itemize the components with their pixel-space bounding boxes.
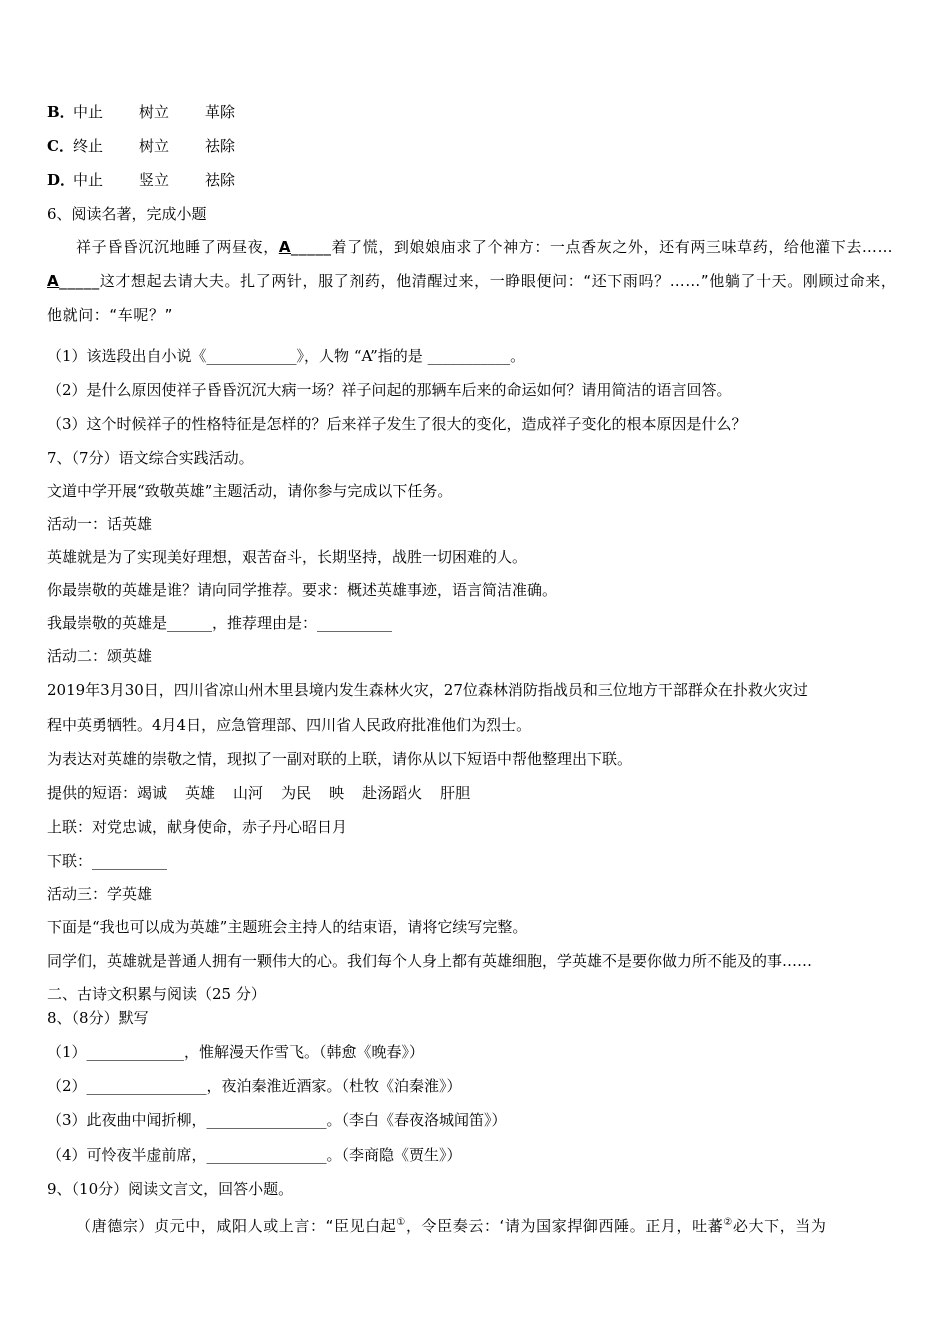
- option-b: B．中止 树立 革除: [47, 103, 236, 121]
- q7-act1-fill: 我最崇敬的英雄是______，推荐理由是：__________: [47, 614, 393, 632]
- q7-act2-news-2: 程中英勇牺牲。4月4日，应急管理部、四川省人民政府批准他们为烈士。: [47, 716, 532, 734]
- q7-act2-news-1: 2019年3月30日，四川省凉山州木里县境内发生森林火灾，27位森林消防指战员和三位地方干部群众在扑救火灾过: [47, 681, 808, 699]
- q6-passage: 祥子昏昏沉沉地睡了两昼夜，A_____着了慌，到娘娘庙求了个神方：一点香灰之外，还有两三味草药，给他灌下去……A_____这才想起去请大夫。扎了两针，服了剂药，他清醒过来，一睁眼便问：“还下雨吗？……”他躺了十天。刚顾过命来，他就问：“车呢？”: [47, 238, 897, 324]
- q7-title: 7、（7分）语文综合实践活动。: [47, 449, 254, 467]
- section2-title: 二、古诗文积累与阅读（25 分）: [47, 985, 266, 1003]
- q7-act1-title: 活动一：话英雄: [47, 515, 153, 533]
- answer-blank[interactable]: __________: [317, 614, 393, 632]
- q7-act1-def: 英雄就是为了实现美好理想，艰苦奋斗，长期坚持，战胜一切困难的人。: [47, 548, 528, 566]
- answer-blank[interactable]: __________: [92, 852, 168, 870]
- q7-act3-task: 下面是“我也可以成为英雄”主题班会主持人的结束语，请将它续写完整。: [47, 918, 528, 936]
- answer-blank[interactable]: ____________: [206, 347, 297, 365]
- q8-item-1: （1）_____________，惟解漫天作雪飞。（韩愈《晚春》）: [47, 1043, 425, 1061]
- answer-blank[interactable]: ________________: [206, 1111, 327, 1129]
- q6-sub3: （3）这个时候祥子的性格特征是怎样的？后来祥子发生了很大的变化，造成祥子变化的根本原因是什么？: [47, 415, 747, 433]
- q7-act2-task: 为表达对英雄的崇敬之情，现拟了一副对联的上联，请你从以下短语中帮他整理出下联。: [47, 750, 633, 768]
- q6-sub1: （1）该选段出自小说《____________》，人物 “A”指的是 ___________。: [47, 347, 526, 365]
- q8-item-3: （3）此夜曲中闻折柳，________________。（李白《春夜洛城闻笛》）: [47, 1111, 507, 1129]
- q7-act1-task: 你最崇敬的英雄是谁？请向同学推荐。要求：概述英雄事迹，语言简洁准确。: [47, 581, 558, 599]
- q8-title: 8、（8分）默写: [47, 1009, 149, 1027]
- q7-act3-text: 同学们，英雄就是普通人拥有一颗伟大的心。我们每个人身上都有英雄细胞，学英雄不是要你做力所不能及的事……: [47, 952, 813, 970]
- q7-act2-lower: 下联：__________: [47, 852, 168, 870]
- answer-blank[interactable]: ________________: [86, 1077, 207, 1095]
- q9-title: 9、（10分）阅读文言文，回答小题。: [47, 1180, 294, 1198]
- q7-act2-phrases: 提供的短语：竭诚 英雄 山河 为民 映 赴汤蹈火 肝胆: [47, 784, 471, 802]
- q7-act2-title: 活动二：颂英雄: [47, 647, 153, 665]
- answer-blank[interactable]: _____________: [86, 1043, 185, 1061]
- answer-blank[interactable]: ______: [167, 614, 213, 632]
- option-c: C．终止 树立 祛除: [47, 137, 236, 155]
- answer-blank[interactable]: ________________: [206, 1146, 327, 1164]
- q8-item-4: （4）可怜夜半虚前席，________________。（李商隐《贾生》）: [47, 1146, 462, 1164]
- answer-blank[interactable]: ___________。: [427, 347, 526, 365]
- q7-act2-upper: 上联：对党忠诚，献身使命，赤子丹心昭日月: [47, 818, 348, 836]
- q9-text: （唐德宗）贞元中，咸阳人或上言：“臣见白起①，令臣奏云：‘请为国家捍御西陲。正月，吐蕃②必大下，当为: [76, 1217, 827, 1235]
- q7-act3-title: 活动三：学英雄: [47, 885, 153, 903]
- q6-sub2: （2）是什么原因使祥子昏昏沉沉大病一场？祥子问起的那辆车后来的命运如何？请用简洁的语言回答。: [47, 381, 732, 399]
- q6-title: 6、阅读名著，完成小题: [47, 205, 207, 223]
- q8-item-2: （2）________________，夜泊秦淮近酒家。（杜牧《泊秦淮》）: [47, 1077, 462, 1095]
- q7-intro: 文道中学开展“致敬英雄”主题活动，请你参与完成以下任务。: [47, 482, 453, 500]
- option-d: D．中止 竖立 祛除: [47, 171, 236, 189]
